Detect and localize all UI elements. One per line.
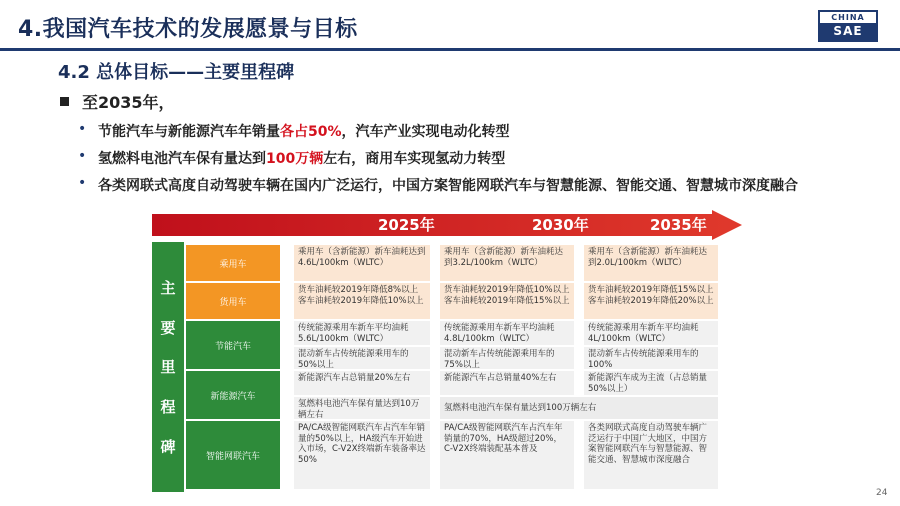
ice-2030: 传统能源乘用车新车平均油耗4.8L/100km（WLTC） — [440, 321, 574, 345]
bullet-text: 氢燃料电池汽车保有量达到 — [98, 151, 266, 167]
bullet-item-2 — [78, 148, 506, 168]
hybrid-2035: 混动新车占传统能源乘用车的100% — [584, 347, 718, 369]
truck-2035: 货车油耗较2019年降低15%以上 客车油耗较2019年降低20%以上 — [584, 283, 718, 319]
bullet-text: ，汽车产业实现电动化转型 — [341, 124, 510, 140]
page-number: 24 — [876, 488, 888, 498]
logo-bottom-text: SAE — [820, 23, 876, 40]
bullet-highlight: 100万辆 — [266, 151, 324, 167]
year-label-2035: 2035年 — [650, 216, 707, 234]
section-subtitle: 4.2 总体目标——主要里程碑 — [58, 62, 295, 83]
bullet-text: 节能汽车与新能源汽车年销量 — [98, 124, 280, 140]
hydrogen-2025: 氢燃料电池汽车保有量达到10万辆左右 — [294, 397, 430, 419]
category-passenger-car: 乘用车 — [186, 245, 280, 281]
icv-2030: PA/CA级智能网联汽车占汽车年销量的70%，HA级超过20%，C-V2X终端装配基本普及 — [440, 421, 574, 489]
side-char: 主 — [160, 279, 176, 298]
side-char: 里 — [160, 358, 176, 377]
category-icv: 智能网联汽车 — [186, 421, 280, 489]
bullet-text: 各类网联式高度自动驾驶车辆在国内广泛运行，中国方案智能网联汽车与智慧能源、智能交通、智慧城市深度融合 — [98, 178, 798, 194]
truck-2030: 货车油耗较2019年降低10%以上 客车油耗较2019年降低15%以上 — [440, 283, 574, 319]
china-sae-logo — [818, 10, 878, 42]
nev-2025: 新能源汽车占总销量20%左右 — [294, 371, 430, 395]
milestone-side-label — [152, 242, 184, 492]
category-truck: 货用车 — [186, 283, 280, 319]
bullet-item-1 — [78, 121, 510, 141]
year-label-2030: 2030年 — [532, 216, 589, 234]
hybrid-2030: 混动新车占传统能源乘用车的75%以上 — [440, 347, 574, 369]
section-heading: 至2035年， — [82, 93, 175, 112]
nev-2035: 新能源汽车成为主流（占总销量50%以上） — [584, 371, 718, 395]
bullet-highlight: 各占50% — [280, 124, 342, 140]
passenger-2035: 乘用车（含新能源）新车油耗达到2.0L/100km（WLTC） — [584, 245, 718, 281]
bullet-text: 左右，商用车实现氢动力转型 — [323, 151, 506, 167]
hydrogen-2030-2035: 氢燃料电池汽车保有量达到100万辆左右 — [440, 397, 718, 419]
category-nev: 新能源汽车 — [186, 371, 280, 419]
side-char: 程 — [160, 398, 176, 417]
bullet-item-3 — [78, 175, 798, 195]
hybrid-2025: 混动新车占传统能源乘用车的50%以上 — [294, 347, 430, 369]
year-label-2025: 2025年 — [378, 216, 435, 234]
category-energy-saving: 节能汽车 — [186, 321, 280, 369]
header-divider — [0, 48, 900, 51]
passenger-2025: 乘用车（含新能源）新车油耗达到4.6L/100km（WLTC） — [294, 245, 430, 281]
bullet-dot-icon: • — [78, 148, 87, 164]
nev-2030: 新能源汽车占总销量40%左右 — [440, 371, 574, 395]
side-char: 要 — [160, 318, 176, 337]
ice-2025: 传统能源乘用车新车平均油耗5.6L/100km（WLTC） — [294, 321, 430, 345]
truck-2025: 货车油耗较2019年降低8%以上 客车油耗较2019年降低10%以上 — [294, 283, 430, 319]
logo-top-text: CHINA — [831, 13, 865, 22]
icv-2025: PA/CA级智能网联汽车占汽车年销量的50%以上，HA级汽车开始进入市场，C-V2X终端新车装备率达50% — [294, 421, 430, 489]
icv-2035: 各类网联式高度自动驾驶车辆广泛运行于中国广大地区，中国方案智能网联汽车与智慧能源、智能交通、智慧城市深度融合 — [584, 421, 718, 489]
bullet-dot-icon: • — [78, 121, 87, 137]
bullet-dot-icon: • — [78, 175, 87, 191]
ice-2035: 传统能源乘用车新车平均油耗4L/100km（WLTC） — [584, 321, 718, 345]
passenger-2030: 乘用车（含新能源）新车油耗达到3.2L/100km（WLTC） — [440, 245, 574, 281]
side-char: 碑 — [160, 437, 176, 456]
square-bullet-icon — [60, 97, 69, 106]
page-title: 4.我国汽车技术的发展愿景与目标 — [18, 17, 358, 42]
